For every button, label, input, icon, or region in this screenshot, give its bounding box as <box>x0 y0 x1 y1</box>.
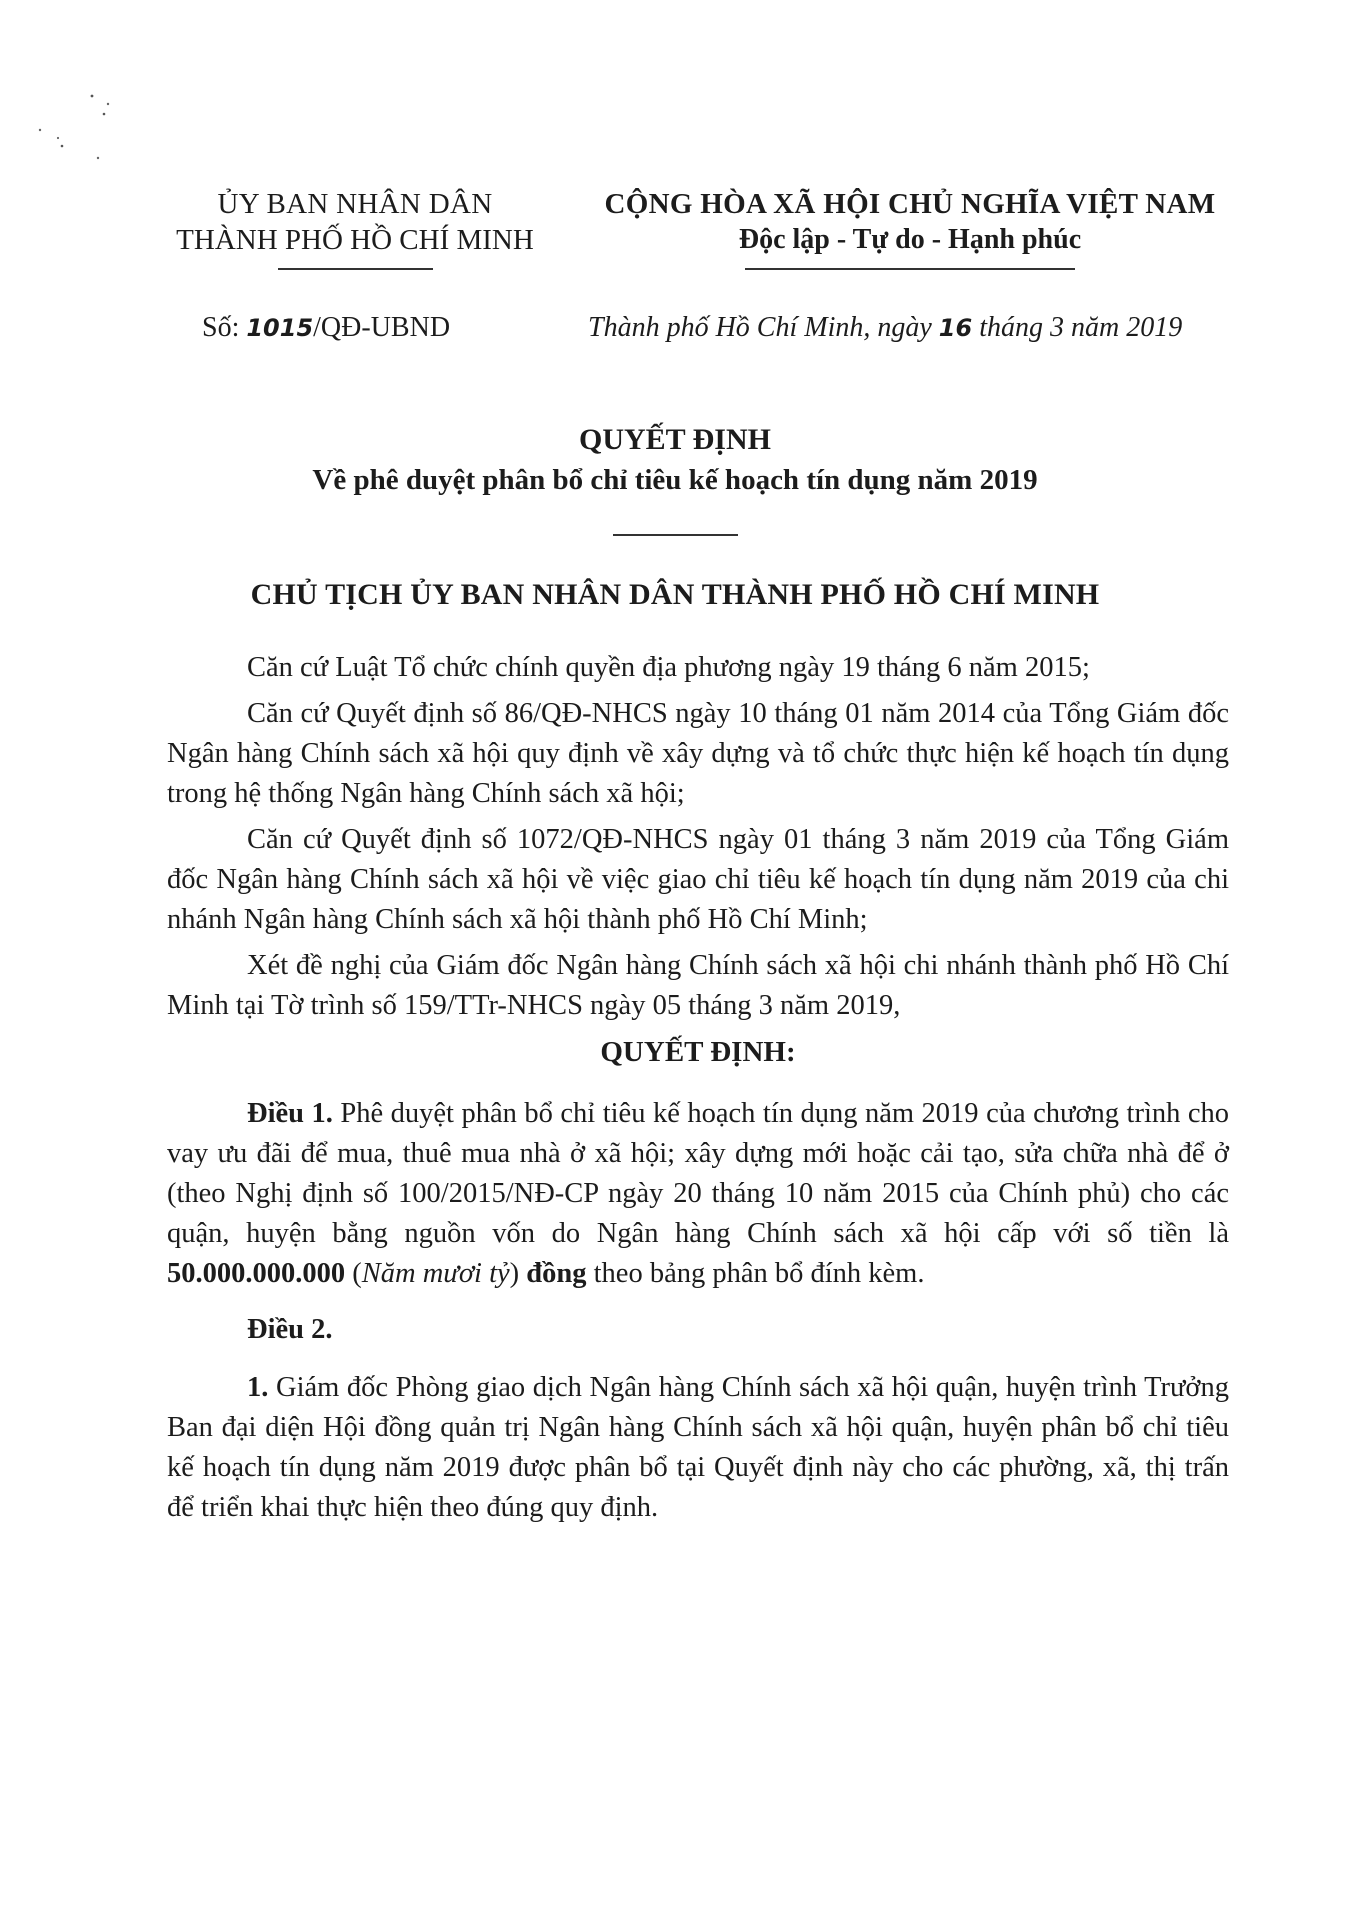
article-2-item-1-text: Giám đốc Phòng giao dịch Ngân hàng Chính sách xã hội quận, huyện trình Trưởng Ban đại diện Hội đồng quản trị Ngân hàng Chính sách xã hội quận, huyện phân bổ chỉ tiêu kế hoạch tín dụng năm 2019 được phân bổ tại Quyết định này cho các phường, xã, thị trấn để triển khai thực hiện theo đúng quy định. <box>167 1372 1230 1523</box>
number-value: 1015 <box>246 314 314 342</box>
issue-date <box>588 312 1182 344</box>
authority-line: CHỦ TỊCH ỦY BAN NHÂN DÂN THÀNH PHỐ HỒ CHÍ MINH <box>250 578 1100 611</box>
date-suffix: tháng 3 năm 2019 <box>979 312 1183 343</box>
preamble-2: Căn cứ Quyết định số 86/QĐ-NHCS ngày 10 tháng 01 năm 2014 của Tổng Giám đốc Ngân hàng Chính sách xã hội quy định về xây dựng và tổ chức thực hiện kế hoạch tín dụng trong hệ thống Ngân hàng Chính sách xã hội; <box>167 698 1229 809</box>
article-2-heading <box>167 1310 1229 1350</box>
preamble-1: Căn cứ Luật Tổ chức chính quyền địa phương ngày 19 tháng 6 năm 2015; <box>247 652 1090 683</box>
national-motto <box>575 186 1245 270</box>
document-body <box>167 648 1229 1534</box>
issuer-line-2: THÀNH PHỐ HỒ CHÍ MINH <box>176 224 534 256</box>
date-prefix: Thành phố Hồ Chí Minh, ngày <box>588 312 932 343</box>
number-label: Số: <box>202 312 240 343</box>
number-suffix: /QĐ-UBND <box>313 312 451 343</box>
article-2-label: Điều 2. <box>247 1314 333 1345</box>
article-2-item-1-number: 1. <box>247 1372 269 1403</box>
issuer-line-1: ỦY BAN NHÂN DÂN <box>217 188 493 220</box>
country-name: CỘNG HÒA XÃ HỘI CHỦ NGHĨA VIỆT NAM <box>604 188 1216 220</box>
article-1-amount-words: Năm mươi tỷ <box>361 1258 510 1289</box>
preamble-4: Xét đề nghị của Giám đốc Ngân hàng Chính sách xã hội chi nhánh thành phố Hồ Chí Minh tại Tờ trình số 159/TTr-NHCS ngày 05 tháng 3 năm 2019, <box>167 950 1229 1021</box>
title-main: QUYẾT ĐỊNH <box>579 423 771 456</box>
issuing-authority <box>140 186 570 270</box>
article-1-amount: 50.000.000.000 <box>167 1258 346 1289</box>
motto-underline <box>745 268 1075 270</box>
decision-heading: QUYẾT ĐỊNH: <box>600 1036 796 1068</box>
document-number <box>202 312 450 344</box>
document-title <box>0 420 1350 536</box>
article-1-text-b: theo bảng phân bổ đính kèm. <box>593 1258 925 1289</box>
issuer-underline <box>278 268 433 270</box>
date-day: 16 <box>938 314 973 342</box>
article-1-text-a: Phê duyệt phân bổ chỉ tiêu kế hoạch tín dụng năm 2019 của chương trình cho vay ưu đãi để mua, thuê mua nhà ở xã hội; xây dựng mới hoặc cải tạo, sửa chữa nhà để ở (theo Nghị định số 100/2015/NĐ-CP ngày 20 tháng 10 năm 2015 của Chính phủ) cho các quận, huyện bằng nguồn vốn do Ngân hàng Chính sách xã hội cấp với số tiền là <box>167 1098 1230 1249</box>
motto: Độc lập - Tự do - Hạnh phúc <box>738 224 1082 255</box>
document-header <box>0 186 1350 326</box>
article-1-currency: đồng <box>526 1258 587 1289</box>
article-2-item-1 <box>167 1368 1229 1528</box>
title-sub: Về phê duyệt phân bổ chỉ tiêu kế hoạch tín dụng năm 2019 <box>312 464 1038 496</box>
title-underline <box>613 534 738 536</box>
article-1: Điều 1. Phê duyệt phân bổ chỉ tiêu kế hoạch tín dụng năm 2019 của chương trình cho vay ưu đãi để mua, thuê mua nhà ở xã hội; xây dựng mới hoặc cải tạo, sửa chữa nhà để ở (theo Nghị định số 100/2015/NĐ-CP ngày 20 tháng 10 năm 2015 của Chính phủ) cho các quận, huyện bằng nguồn vốn do Ngân hàng Chính sách xã hội cấp với số tiền là 50.000.000.000 (Năm mươi tỷ) đồng theo bảng phân bổ đính kèm. <box>167 1098 1230 1289</box>
article-1-label: Điều 1. <box>247 1098 333 1129</box>
preamble-3: Căn cứ Quyết định số 1072/QĐ-NHCS ngày 01 tháng 3 năm 2019 của Tổng Giám đốc Ngân hàng Chính sách xã hội về việc giao chỉ tiêu kế hoạch tín dụng năm 2019 của chi nhánh Ngân hàng Chính sách xã hội thành phố Hồ Chí Minh; <box>167 824 1229 935</box>
scan-specks <box>0 0 140 180</box>
